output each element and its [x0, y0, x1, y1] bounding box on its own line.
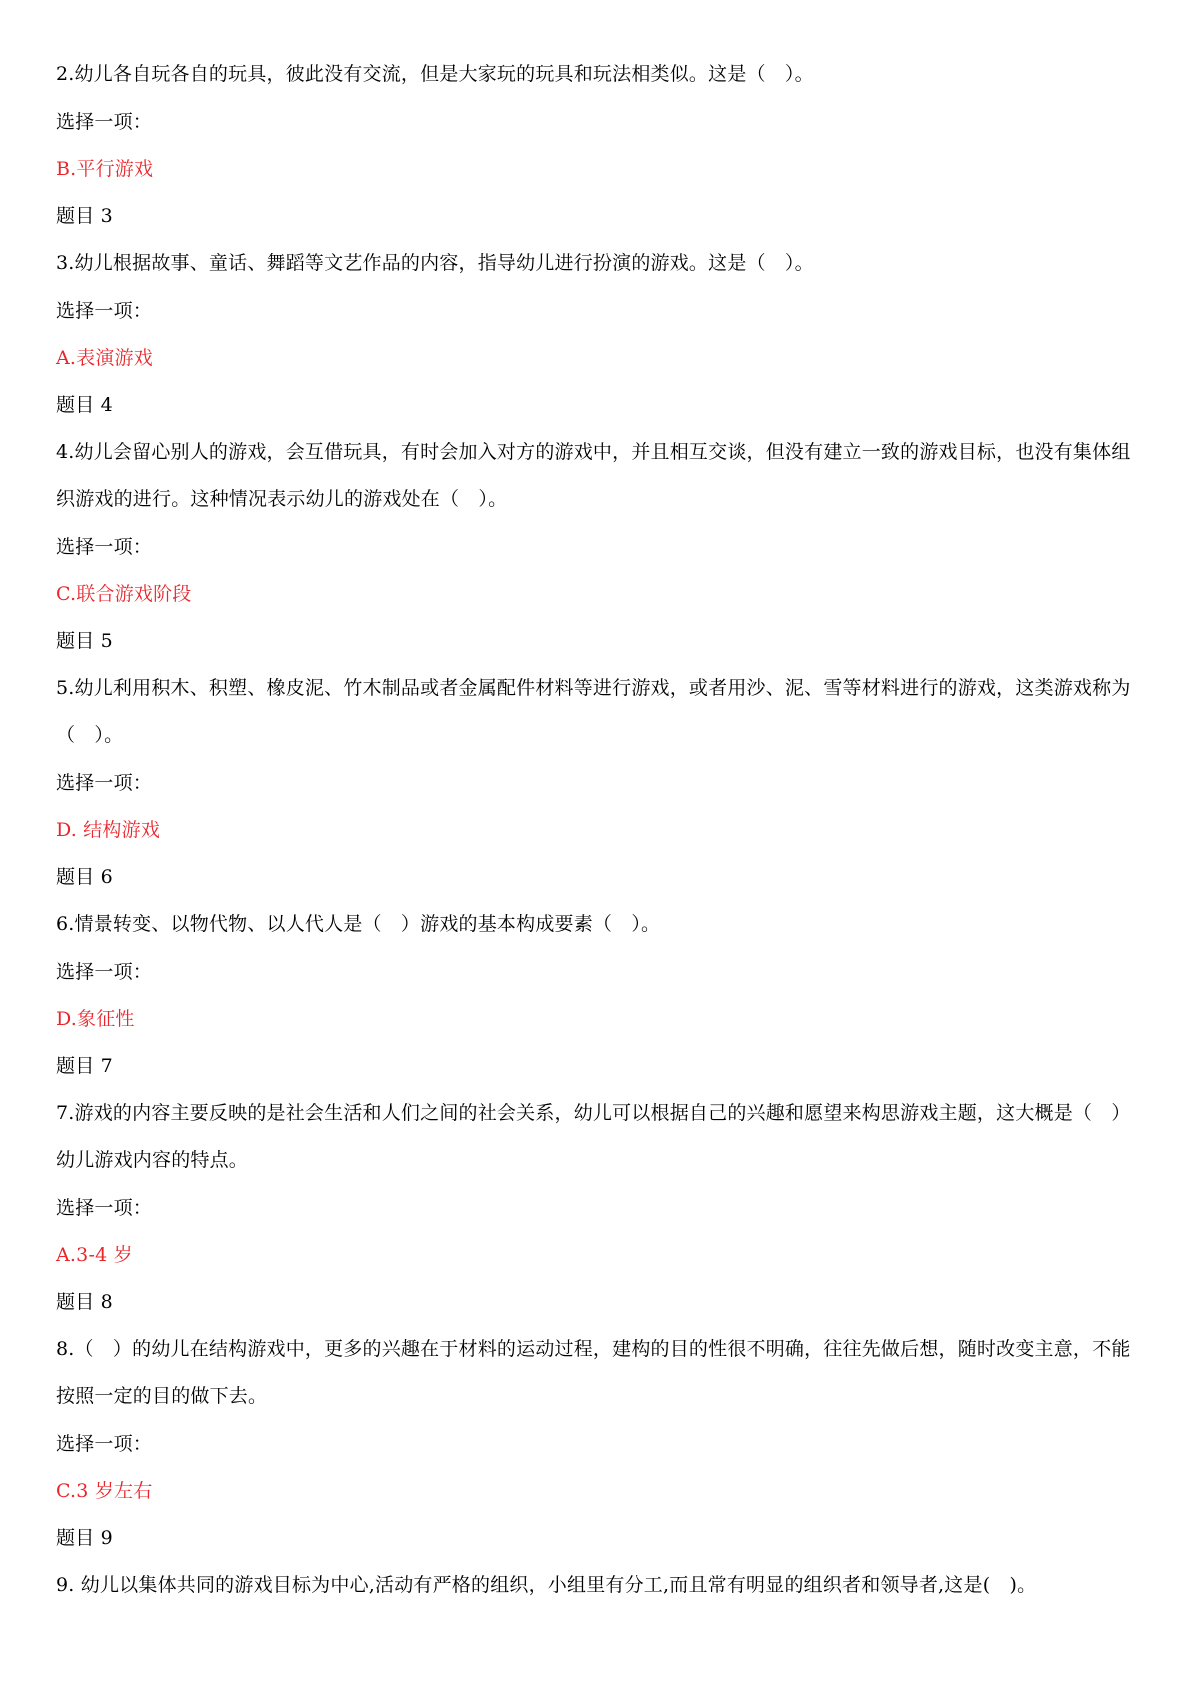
select-one-prompt: 选择一项：: [56, 1433, 153, 1455]
question-heading: 题目 6: [56, 866, 113, 888]
question-heading: 题目 5: [56, 630, 113, 652]
question-heading: 题目 3: [56, 205, 113, 227]
question-heading: 题目 4: [56, 394, 113, 416]
select-one-prompt: 选择一项：: [56, 772, 153, 794]
answer-option: A.表演游戏: [56, 347, 153, 369]
answer-option: B.平行游戏: [56, 158, 154, 180]
answer-option: C.3 岁左右: [56, 1480, 153, 1502]
answer-option: C.联合游戏阶段: [56, 583, 192, 605]
question-text: 4.幼儿会留心别人的游戏，会互借玩具，有时会加入对方的游戏中，并且相互交谈，但没有建立一致的游戏目标，也没有集体组织游戏的进行。这种情况表示幼儿的游戏处在（ ）。: [56, 441, 1131, 510]
question-text: 6.情景转变、以物代物、以人代人是（ ）游戏的基本构成要素（ ）。: [56, 913, 661, 935]
select-one-prompt: 选择一项：: [56, 961, 153, 983]
question-heading: 题目 9: [56, 1527, 113, 1549]
question-text: 8.（ ）的幼儿在结构游戏中，更多的兴趣在于材料的运动过程，建构的目的性很不明确，往往先做后想，随时改变主意，不能按照一定的目的做下去。: [56, 1338, 1131, 1407]
question-text: 7.游戏的内容主要反映的是社会生活和人们之间的社会关系，幼儿可以根据自己的兴趣和愿望来构思游戏主题，这大概是（ ）幼儿游戏内容的特点。: [56, 1102, 1131, 1171]
question-text: 5.幼儿利用积木、积塑、橡皮泥、竹木制品或者金属配件材料等进行游戏，或者用沙、泥、雪等材料进行的游戏，这类游戏称为（ ）。: [56, 677, 1131, 746]
question-text: 2.幼儿各自玩各自的玩具，彼此没有交流，但是大家玩的玩具和玩法相类似。这是（ ）。: [56, 63, 814, 85]
answer-option: D. 结构游戏: [56, 819, 161, 841]
question-heading: 题目 7: [56, 1055, 113, 1077]
question-text: 9. 幼儿以集体共同的游戏目标为中心,活动有严格的组织，小组里有分工,而且常有明显的组织者和领导者,这是( )。: [56, 1574, 1037, 1596]
quiz-content: [56, 62, 1146, 1621]
select-one-prompt: 选择一项：: [56, 1197, 153, 1219]
select-one-prompt: 选择一项：: [56, 111, 153, 133]
select-one-prompt: 选择一项：: [56, 536, 153, 558]
answer-option: A.3-4 岁: [56, 1244, 133, 1266]
answer-option: D.象征性: [56, 1008, 135, 1030]
question-heading: 题目 8: [56, 1291, 113, 1313]
select-one-prompt: 选择一项：: [56, 300, 153, 322]
question-text: 3.幼儿根据故事、童话、舞蹈等文艺作品的内容，指导幼儿进行扮演的游戏。这是（ ）。: [56, 252, 814, 274]
